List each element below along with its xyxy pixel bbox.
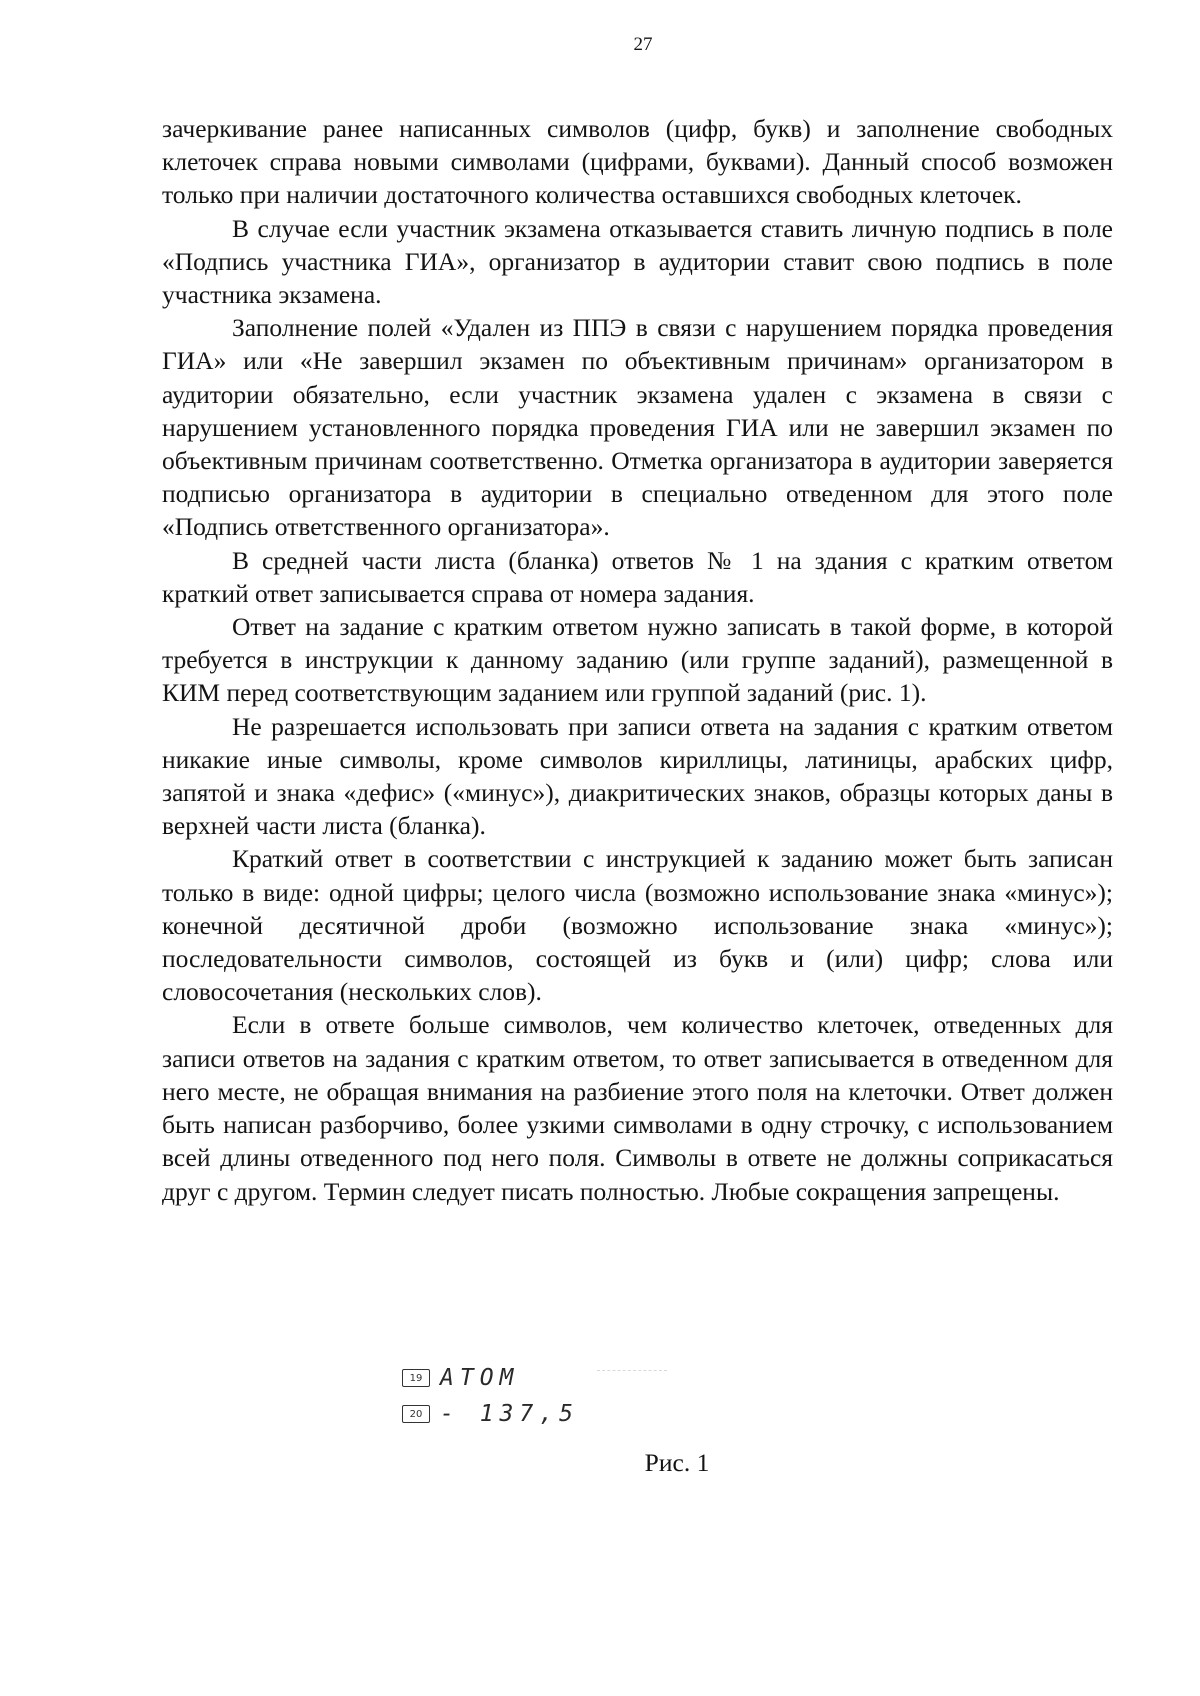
handwritten-answer: ATOM [440,1365,520,1391]
paragraph: Краткий ответ в соответствии с инструкцией к заданию может быть записан только в виде: одной цифры; целого числа (возможно использование знака «минус»); конечной десятичной дроби (возможно использование знака «минус»); последовательности символов, состоящей из букв и (или) цифр; слова или словосочетания (нескольких слов). [162,844,1113,1007]
answer-sample-figure [402,1360,842,1440]
figure-caption: Рис. 1 [644,1448,710,1477]
answer-row [402,1360,842,1396]
paragraph: Ответ на задание с кратким ответом нужно записать в такой форме, в которой требуется в инструкции к данному заданию (или группе заданий), размещенной в КИМ перед соответствующим заданием или группой заданий (рис. 1). [162,612,1113,708]
paragraph: В случае если участник экзамена отказывается ставить личную подпись в поле «Подпись участника ГИА», организатор в аудитории ставит свою подпись в поле участника экзамена. [162,213,1113,310]
task-number-box: 20 [402,1405,430,1423]
answer-row [402,1396,842,1432]
faint-mark [597,1370,667,1371]
paragraph: Не разрешается использовать при записи ответа на задания с кратким ответом никакие иные символы, кроме символов кириллицы, латиницы, арабских цифр, запятой и знака «дефис» («минус»), диакритических знаков, образцы которых даны в верхней части листа (бланка). [162,711,1113,841]
page-number: 27 [633,34,653,55]
handwritten-answer: - 137,5 [440,1401,579,1427]
task-number-box: 19 [402,1369,430,1387]
paragraph: Заполнение полей «Удален из ППЭ в связи с нарушением порядка проведения ГИА» или «Не завершил экзамен по объективным причинам» организатором в аудитории обязательно, если участник экзамена удален с экзамена в связи с нарушением установленного порядка проведения ГИА или не завершил экзамен по объективным причинам соответственно. Отметка организатора в аудитории заверяется подписью организатора в аудитории в специально отведенном для этого поле «Подпись ответственного организатора». [162,313,1113,542]
paragraph: В средней части листа (бланка) ответов № 1 на здания с кратким ответом краткий ответ записывается справа от номера задания. [162,545,1113,608]
paragraph: зачеркивание ранее написанных символов (цифр, букв) и заполнение свободных клеточек справа новыми символами (цифрами, буквами). Данный способ возможен только при наличии достаточного количества оставшихся свободных клеточек. [162,114,1113,210]
body-text [162,112,1113,1208]
paragraph: Если в ответе больше символов, чем количество клеточек, отведенных для записи ответов на задания с кратким ответом, то ответ записывается в отведенном для него месте, не обращая внимания на разбиение этого поля на клеточки. Ответ должен быть написан разборчиво, более узкими символами в одну строчку, с использованием всей длины отведенного под него поля. Символы в ответе не должны соприкасаться друг с другом. Термин следует писать полностью. Любые сокращения запрещены. [162,1010,1113,1206]
